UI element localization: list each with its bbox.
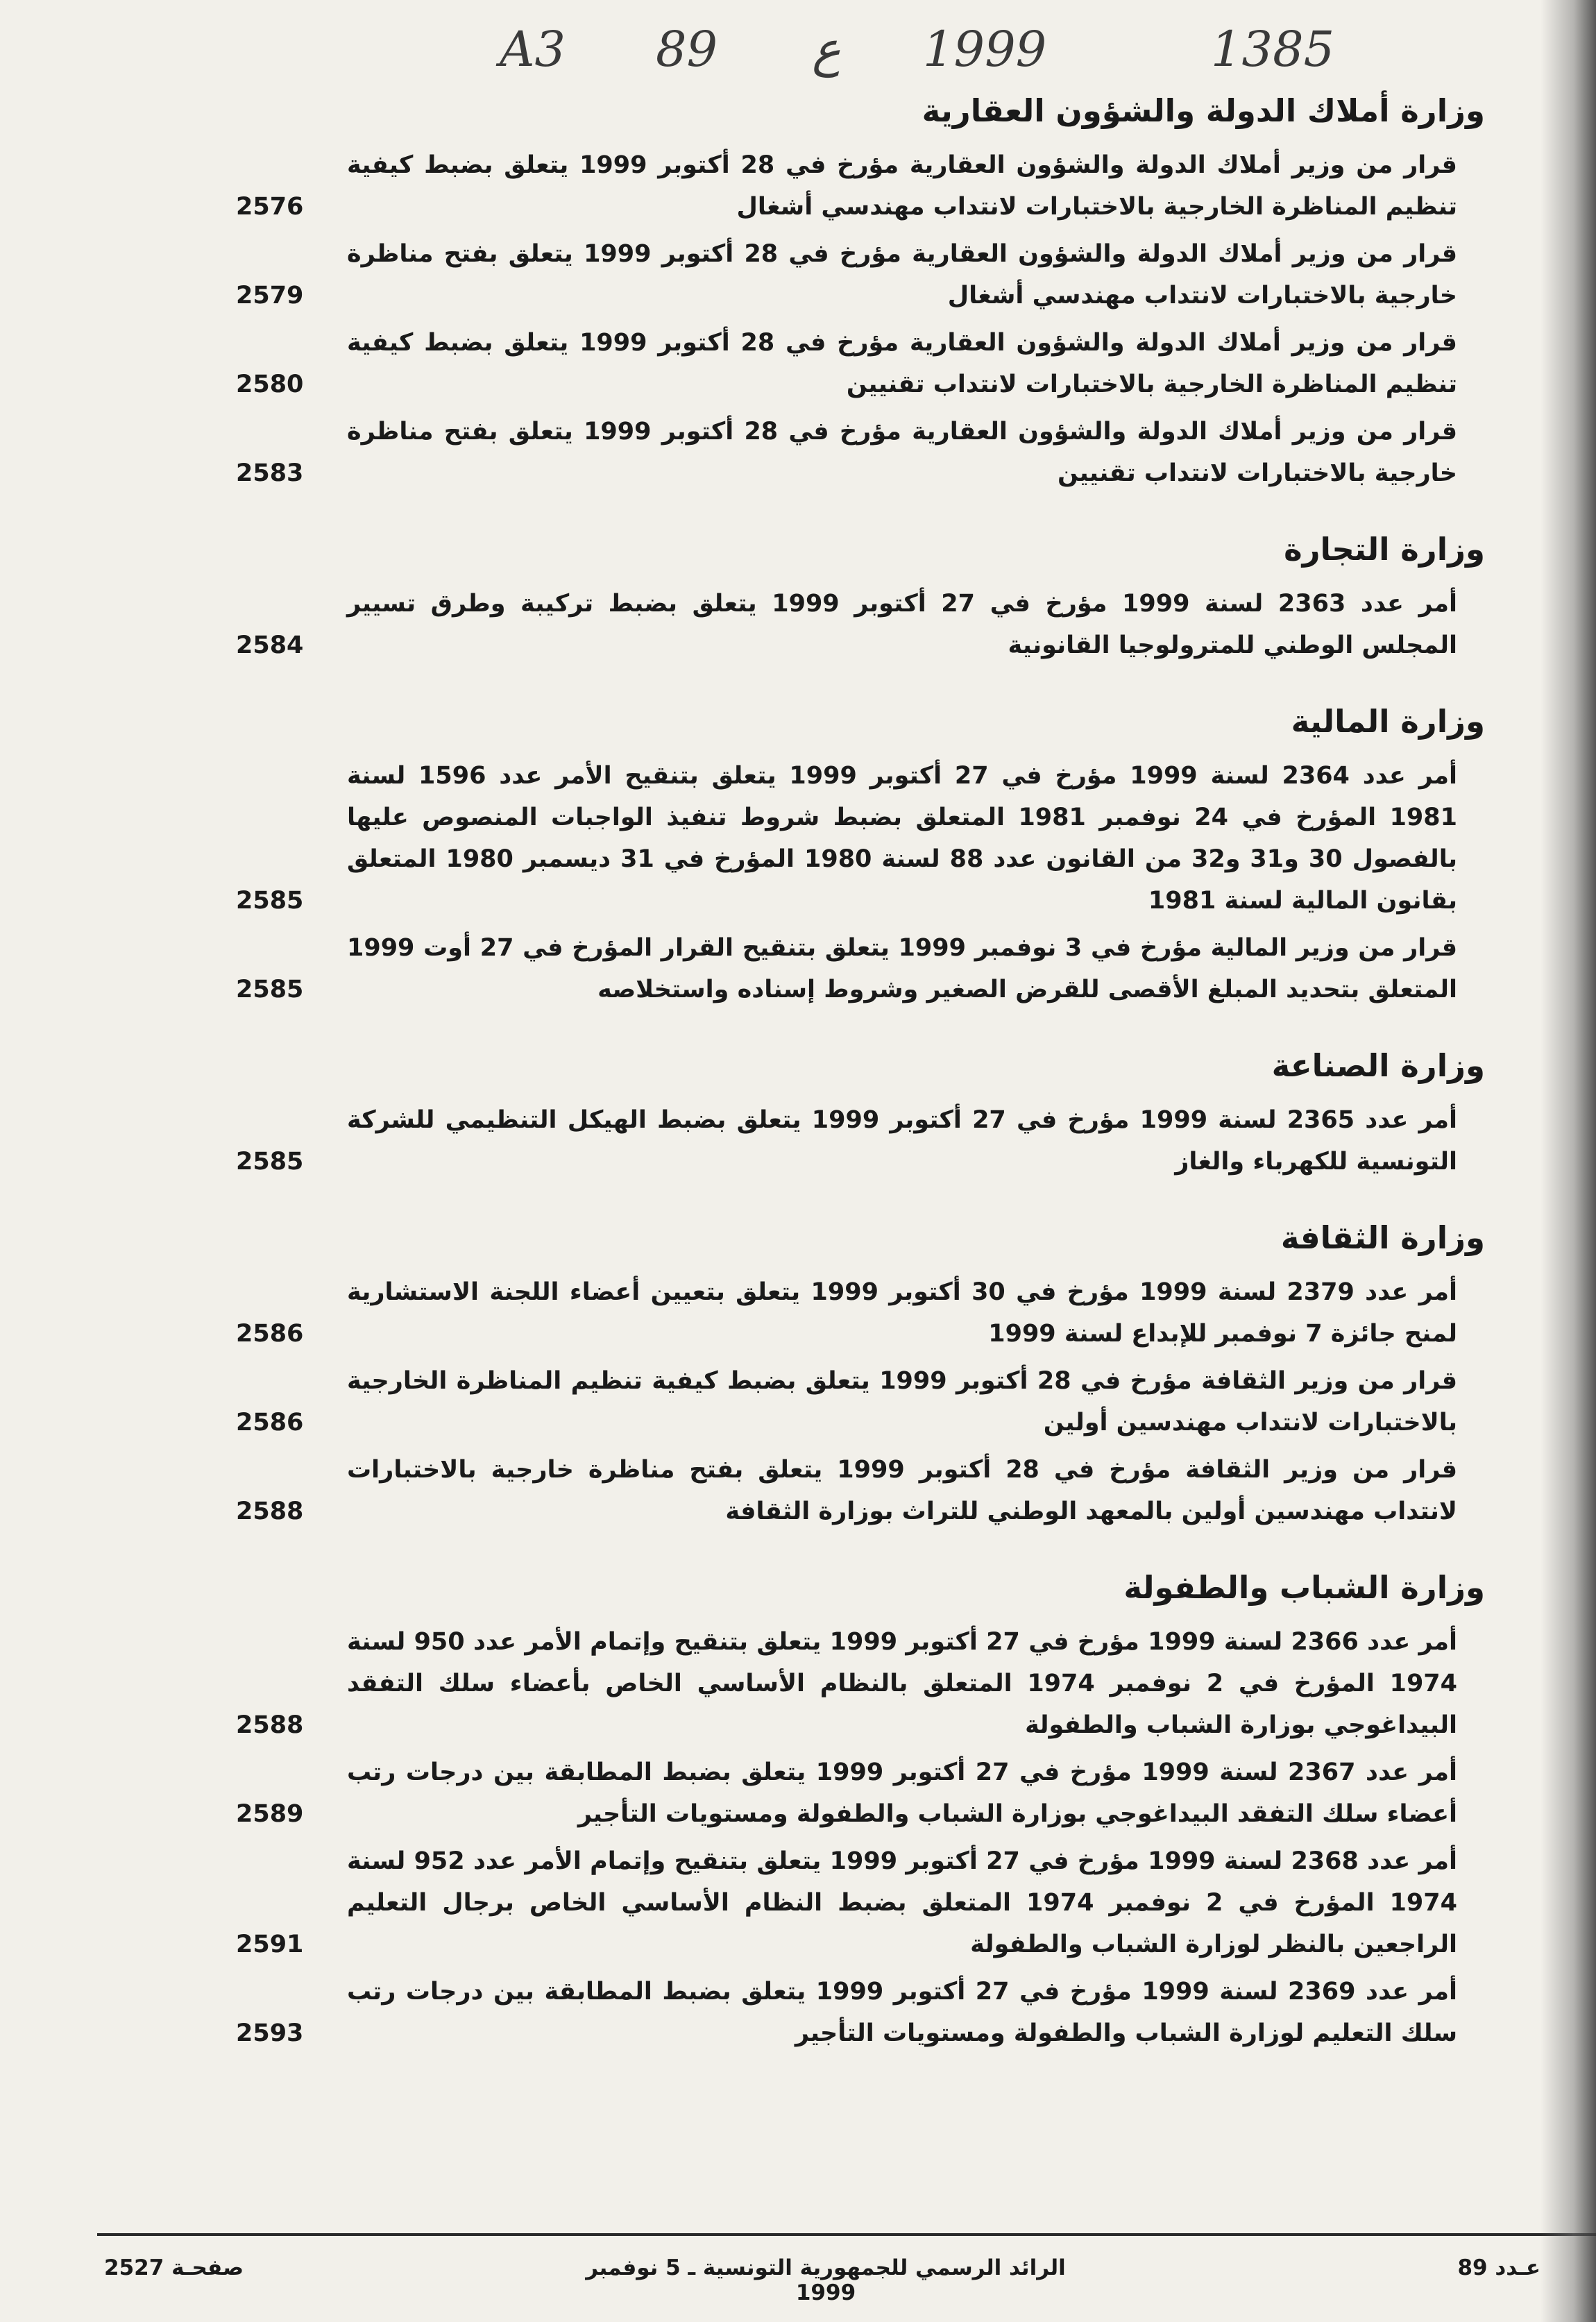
entry-page-number: 2586: [236, 1320, 304, 1348]
entry-page-number: 2583: [236, 459, 304, 487]
entry-text: أمر عدد 2367 لسنة 1999 مؤرخ في 27 أكتوبر 1999 يتعلق بضبط المطابقة بين درجات رتب أعضاء سلك التفقد البيداغوجي بوزارة الشباب والطفولة ومستويات التأجير: [347, 1759, 1458, 1828]
handwritten-annotations: [0, 14, 1596, 90]
entry-page-number: 2591: [236, 1931, 304, 1958]
entry-page-number: 2576: [236, 193, 304, 221]
page-edge-shadow: [1540, 0, 1596, 2322]
footer-page-label: صفحـة 2527: [104, 2255, 244, 2280]
toc-section: [236, 83, 1485, 494]
entry-page-number: 2589: [236, 1800, 304, 1828]
handwritten-note: A3: [500, 21, 566, 78]
entry-text: قرار من وزير الثقافة مؤرخ في 28 أكتوبر 1999 يتعلق بضبط كيفية تنظيم المناظرة الخارجية بالاختبارات لانتداب مهندسين أولين: [347, 1367, 1457, 1437]
handwritten-note: ع: [812, 21, 841, 78]
entry-text: أمر عدد 2369 لسنة 1999 مؤرخ في 27 أكتوبر 1999 يتعلق بضبط المطابقة بين درجات رتب سلك التعليم لوزارة الشباب والطفولة ومستويات التأجير: [347, 1978, 1458, 2047]
toc-entry: [236, 1840, 1485, 1965]
toc-section: [236, 522, 1485, 666]
toc-section: [236, 1560, 1485, 2054]
entry-page-number: 2585: [236, 976, 304, 1003]
toc-entry: [236, 1971, 1485, 2054]
page-footer: [97, 2248, 1540, 2305]
toc-entry: [236, 1099, 1485, 1183]
entry-page-number: 2586: [236, 1409, 304, 1437]
handwritten-note: 89: [656, 21, 718, 78]
toc-entry: [236, 1449, 1485, 1532]
table-of-contents: [236, 83, 1485, 2082]
entry-page-number: 2588: [236, 1711, 304, 1739]
toc-section: [236, 1038, 1485, 1183]
entry-text: أمر عدد 2364 لسنة 1999 مؤرخ في 27 أكتوبر 1999 يتعلق بتنقيح الأمر عدد 1596 لسنة 1981 المؤرخ في 24 نوفمبر 1981 المتعلق بضبط شروط تنفيذ الواجبات المنصوص عليها بالفصول 30 و31 و32 من القانون عدد 88 لسنة 1980 المؤرخ في 31 ديسمبر 1980 المتعلق بقانون المالية لسنة 1981: [347, 762, 1458, 915]
entry-page-number: 2584: [236, 632, 304, 659]
entry-text: أمر عدد 2363 لسنة 1999 مؤرخ في 27 أكتوبر 1999 يتعلق بضبط تركيبة وطرق تسيير المجلس الوطني للمترولوجيا القانونية: [347, 590, 1457, 659]
toc-entry: [236, 411, 1485, 494]
toc-section: [236, 1210, 1485, 1532]
entry-text: قرار من وزير المالية مؤرخ في 3 نوفمبر 1999 يتعلق بتنقيح القرار المؤرخ في 27 أوت 1999 المتعلق بتحديد المبلغ الأقصى للقرض الصغير وشروط إسناده واستخلاصه: [347, 934, 1457, 1003]
entry-text: أمر عدد 2379 لسنة 1999 مؤرخ في 30 أكتوبر 1999 يتعلق بتعيين أعضاء اللجنة الاستشارية لمنح جائزة 7 نوفمبر للإبداع لسنة 1999: [347, 1278, 1458, 1348]
entry-text: قرار من وزير أملاك الدولة والشؤون العقارية مؤرخ في 28 أكتوبر 1999 يتعلق بفتح مناظرة خارجية بالاختبارات لانتداب مهندسي أشغال: [347, 240, 1457, 310]
entry-page-number: 2579: [236, 282, 304, 310]
entry-text: أمر عدد 2368 لسنة 1999 مؤرخ في 27 أكتوبر 1999 يتعلق بتنقيح وإتمام الأمر عدد 952 لسنة 1974 المؤرخ في 2 نوفمبر 1974 المتعلق بضبط النظام الأساسي الخاص برجال التعليم الراجعين بالنظر لوزارة الشباب والطفولة: [347, 1847, 1457, 1958]
entry-page-number: 2588: [236, 1498, 304, 1525]
toc-entry: [236, 583, 1485, 666]
section-title: وزارة الشباب والطفولة: [1123, 1569, 1485, 1606]
toc-entry: [236, 144, 1485, 228]
section-title: وزارة التجارة: [1284, 531, 1485, 568]
toc-entry: [236, 233, 1485, 316]
toc-section: [236, 694, 1485, 1010]
footer-divider: [97, 2233, 1596, 2236]
toc-entry: [236, 322, 1485, 405]
toc-entry: [236, 927, 1485, 1010]
section-title: وزارة المالية: [1291, 703, 1485, 740]
footer-journal-title: الرائد الرسمي للجمهورية التونسية ـ 5 نوفمبر 1999: [586, 2255, 1066, 2305]
entry-text: قرار من وزير الثقافة مؤرخ في 28 أكتوبر 1999 يتعلق بفتح مناظرة خارجية بالاختبارات لانتداب مهندسين أولين بالمعهد الوطني للتراث بوزارة الثقافة: [347, 1456, 1457, 1525]
entry-page-number: 2593: [236, 2019, 304, 2047]
entry-text: قرار من وزير أملاك الدولة والشؤون العقارية مؤرخ في 28 أكتوبر 1999 يتعلق بفتح مناظرة خارجية بالاختبارات لانتداب تقنيين: [347, 418, 1457, 487]
section-title: وزارة الصناعة: [1271, 1047, 1485, 1084]
toc-entry: [236, 1360, 1485, 1443]
handwritten-note: 1385: [1211, 21, 1335, 78]
section-title: وزارة الثقافة: [1280, 1219, 1485, 1256]
entry-text: قرار من وزير أملاك الدولة والشؤون العقارية مؤرخ في 28 أكتوبر 1999 يتعلق بضبط كيفية تنظيم المناظرة الخارجية بالاختبارات لانتداب مهندسي أشغال: [347, 151, 1457, 221]
entry-text: أمر عدد 2366 لسنة 1999 مؤرخ في 27 أكتوبر 1999 يتعلق بتنقيح وإتمام الأمر عدد 950 لسنة 1974 المؤرخ في 2 نوفمبر 1974 المتعلق بالنظام الأساسي الخاص بأعضاء سلك التفقد البيداغوجي بوزارة الشباب والطفولة: [347, 1628, 1458, 1739]
entry-page-number: 2585: [236, 887, 304, 915]
entry-text: قرار من وزير أملاك الدولة والشؤون العقارية مؤرخ في 28 أكتوبر 1999 يتعلق بضبط كيفية تنظيم المناظرة الخارجية بالاختبارات لانتداب تقنيين: [347, 329, 1457, 398]
toc-entry: [236, 1271, 1485, 1355]
entry-page-number: 2585: [236, 1148, 304, 1176]
toc-entry: [236, 1621, 1485, 1746]
entry-text: أمر عدد 2365 لسنة 1999 مؤرخ في 27 أكتوبر 1999 يتعلق بضبط الهيكل التنظيمي للشركة التونسية للكهرباء والغاز: [347, 1106, 1457, 1176]
footer-issue-number: عـدد 89: [1457, 2255, 1540, 2280]
toc-entry: [236, 755, 1485, 922]
toc-entry: [236, 1752, 1485, 1835]
handwritten-note: 1999: [923, 21, 1047, 78]
section-title: وزارة أملاك الدولة والشؤون العقارية: [922, 92, 1485, 129]
entry-page-number: 2580: [236, 371, 304, 398]
